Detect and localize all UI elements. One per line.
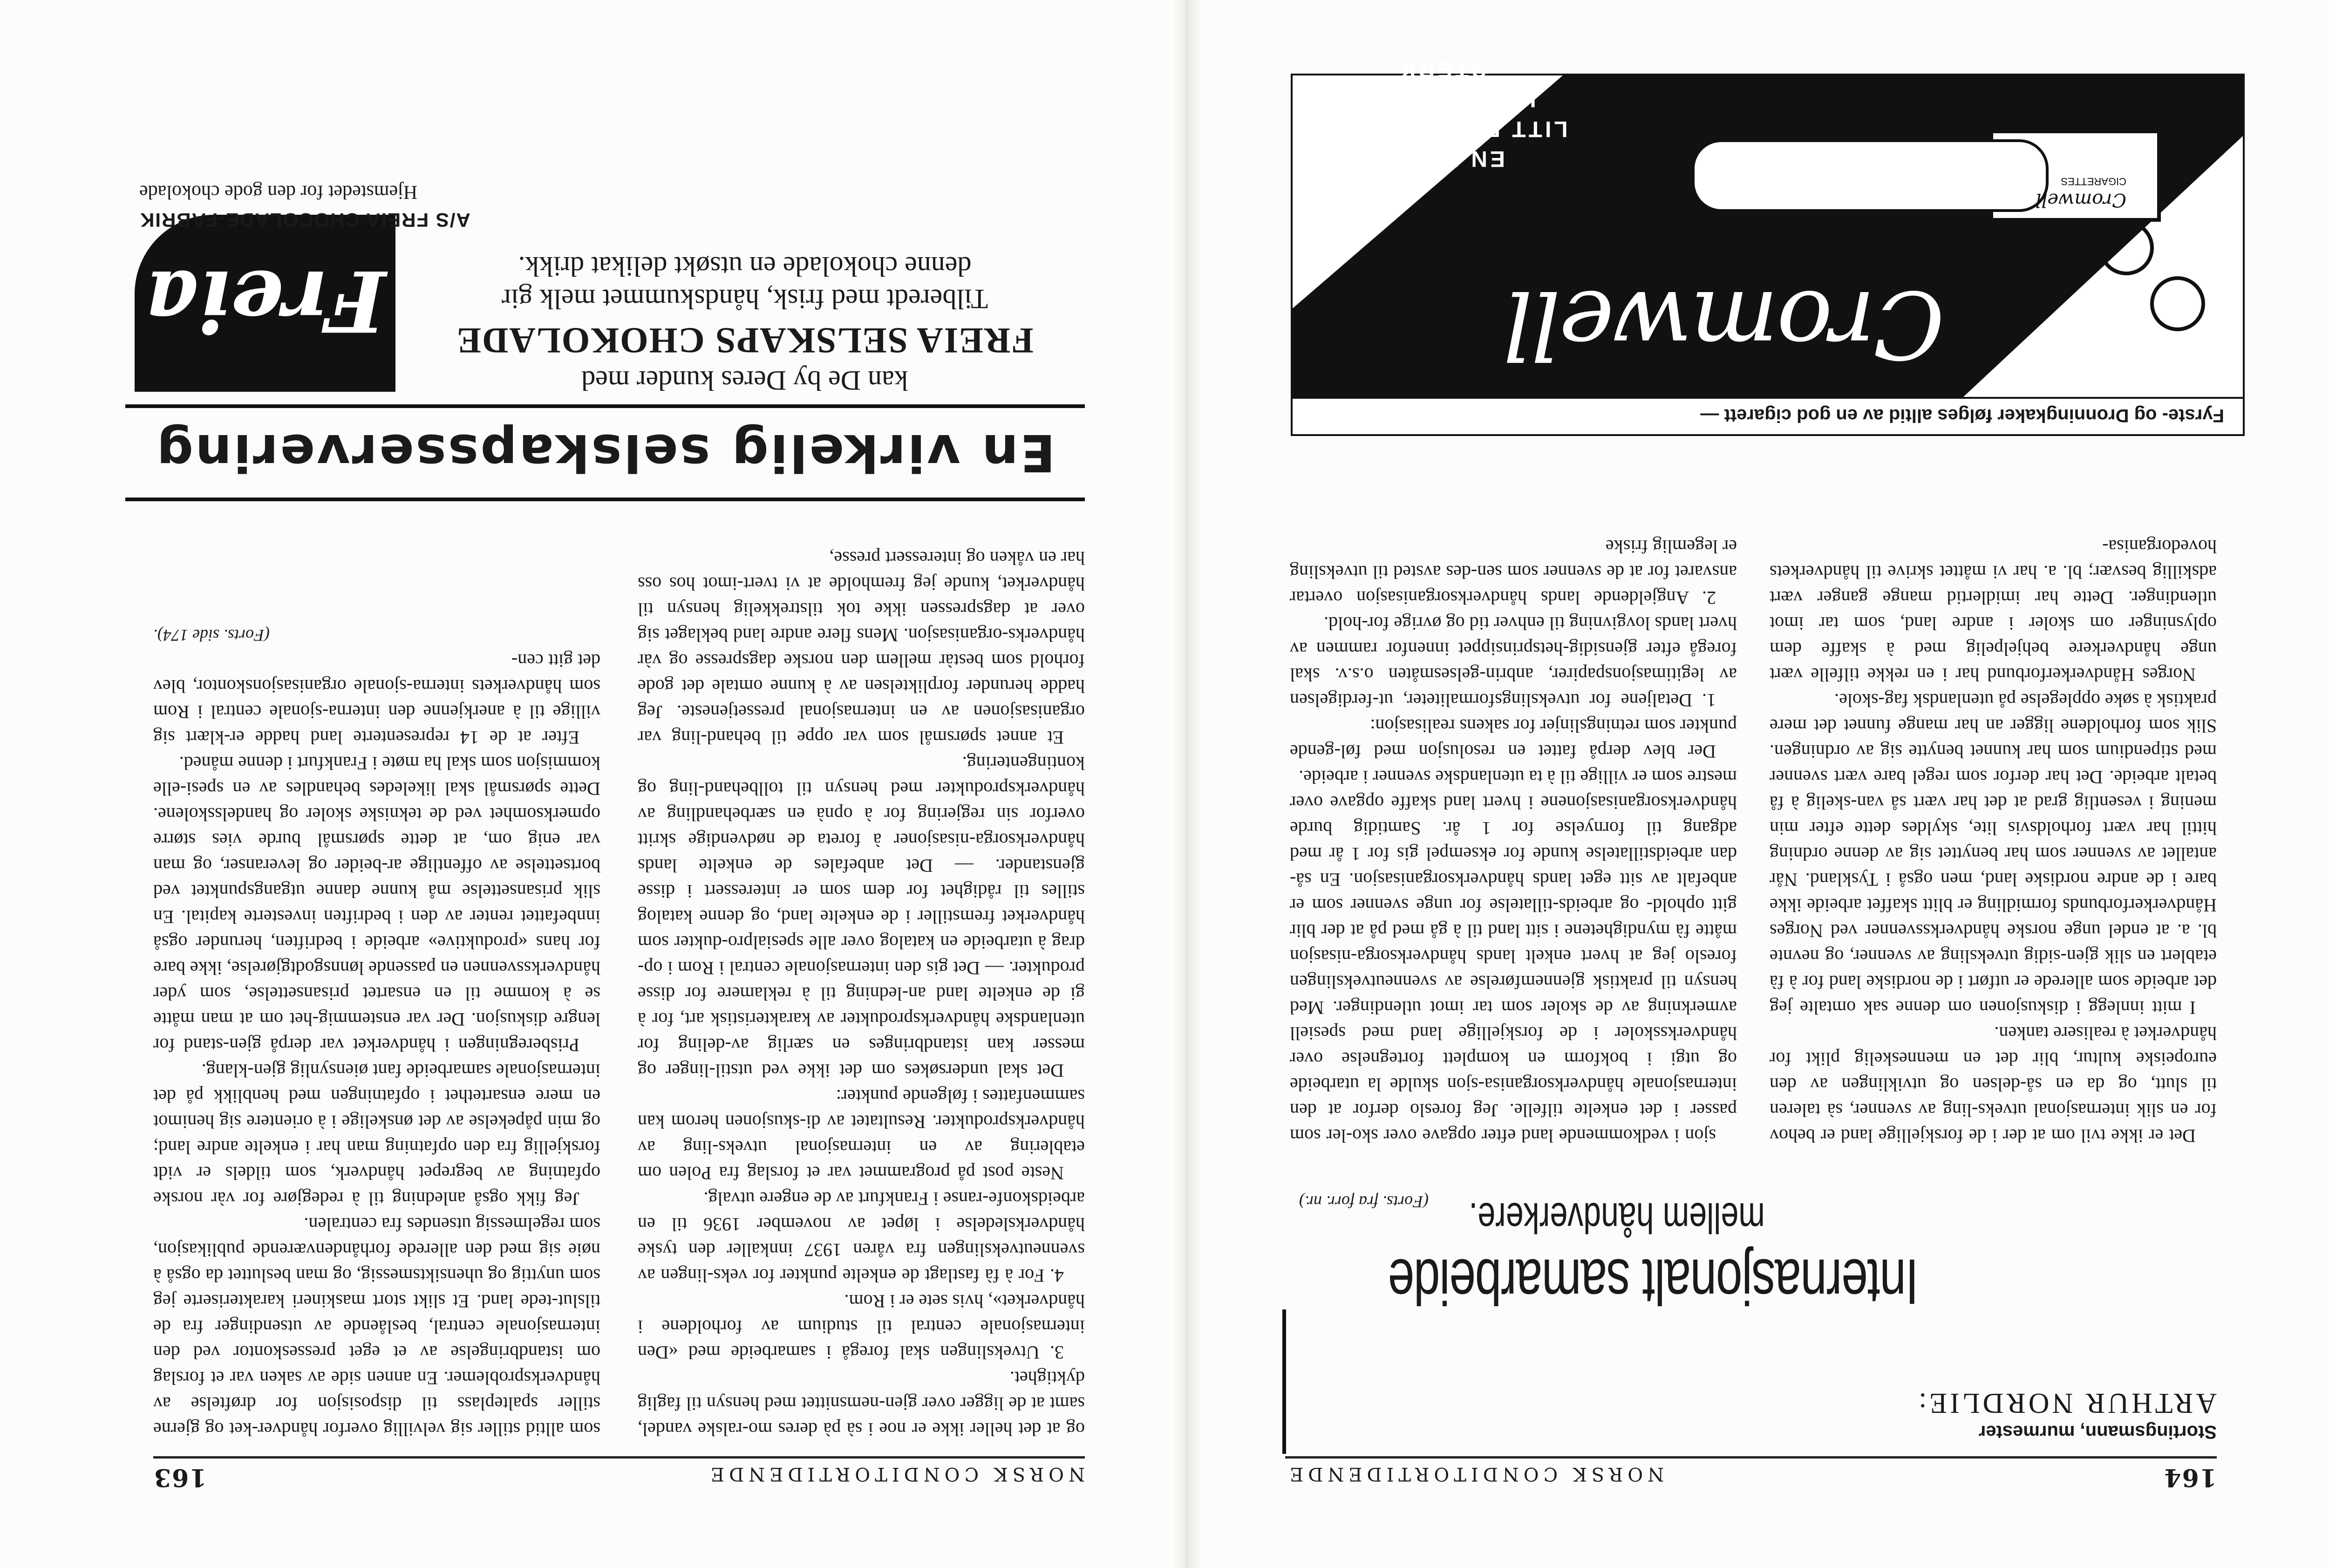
cromwell-brand: Cromwell <box>1505 270 1945 378</box>
paragraph: 1. Detaljene for utvekslingsformaliteter, ut-ferdigelsen av legitimasjonspapirer, anbrin-gelsesmåten o.s.v. skal foregå efter gjensidig-hetsprinsippet innenfor rammen av hvert lands lovgivning til enhver tid og øvrige for-hold. <box>1290 613 1737 711</box>
author-block <box>1891 1386 2217 1442</box>
page-header <box>153 1456 1085 1492</box>
ad-top-line: Fyrste- og Dronningkaker følges alltid av en god cigarett — <box>1293 397 2243 434</box>
article-column-2 <box>1290 525 1737 1149</box>
article-subtitle: mellem håndverkere. <box>1469 1194 1765 1241</box>
paragraph: 2. Angjeldende lands håndverksorganisasjon overtar ansvaret for at de svenner som sen-des avsted til utveksling er legemlig friske <box>1290 536 1737 608</box>
title-rule <box>1282 1309 1286 1454</box>
ad-tagline: Hjemstedet for den gode chokolade <box>139 181 418 203</box>
cigarette-icon <box>1693 141 2047 211</box>
author-role: Stortingsmann, murmester <box>1978 1422 2217 1442</box>
ad-line-3: Tilberedt med frisk, håndskummet melk gir <box>501 284 988 314</box>
ad-heading-rule <box>125 404 1085 408</box>
page-164 <box>1188 0 2329 1568</box>
paragraph: Det er ikke tvil om at der i de forskjellige land er behov for en slik internasjonal utveks-ling av svenner, sà taleren til slutt, og da en så-delsen og utviklingen av den europeiske kultur, blir det en menneskelig plikt for håndverket à realisere tanken. <box>1770 1023 2217 1146</box>
freia-advertisement <box>125 68 1085 501</box>
header-title: NORSK CONDITORTIDENDE <box>706 1463 1085 1485</box>
paragraph: sjon i vedkommende land efter opgave over sko-ler som passer i det enkelte tilfelle. Jeg foreslo derfor at den internasjonale håndverksorganisa-sjon skulde la utarbeide og utgi i bokform en komplett fortegnelse over håndverksskoler i de forskjellige land med spesiell avmerkning av de skoler som tar imot utlendinger. Med hensyn til praktisk gjennemførelse av svenneutvekslingen foreslo jeg at hvert enkelt lands håndverksorga-nisasjon måtte fà myndighetene i sitt land til à gå med på at der blir gitt ophold- og arbeids-tillatelse for unge svenner som er anbefalt av sitt eget lands håndverksorganisasjon. En så-dan arbeidstillatelse kunde for eksempel gis for 1 år med adgang til fornyelse for 1 år. Samtidig burde håndverksorganisasjonene i hvert land skaffe opgave over mestre som er villige til à ta utenlandske svenner i arbeide. <box>1290 767 1737 1146</box>
author-name: ARTHUR NORDLIE: <box>1916 1387 2217 1419</box>
continued-note: (Forts. fra forr. nr.) <box>1299 1193 1429 1211</box>
paragraph: Neste post på programmet var et forslag fra Polen om etablering av en internasjonal utveks-ling av håndverksprodukter. Resultatet av di-skusjonen herom kan sammenfattes i følgende punkter: <box>638 1086 1085 1184</box>
header-title: NORSK CONDITORTIDENDE <box>1285 1463 1664 1485</box>
freia-logo: Freia <box>144 252 386 350</box>
paragraph: 3. Utvekslingen skal foregå i samarbeide med «Den internasjonale central til studium av forholdene i håndverket», hvis sete er i Rom. <box>638 1291 1085 1363</box>
slogan-line-3: UTEN Å VÆRE STERK <box>1347 57 1536 111</box>
paragraph: Jeg fikk også anledning til à redegjøre for vàr norske opfatning av begrepet håndverk, som tildels er vidt forskjellig fra den opfatning man har i enkelte andre land; og min påpekelse av det ønskelige i à orientere sig henimot en mere ensartethet i opfatningen med henblikk på det internasjonale samarbeide fant øiensynlig gjen-klang. <box>153 1060 600 1209</box>
article-column-2 <box>153 511 600 1442</box>
paragraph: Norges Håndverkerforbund har i en rekke tilfelle vært unge håndverkere behjelpelig med à skaffe dem oplysninger om skoler i andre land, som tar imot utlendinger. Dette har imidlertid mange ganger vært adskillig besvær; bl. a. har vi måttet skrive til håndverkets hovedorganisa- <box>1770 536 2217 685</box>
page-header <box>1285 1456 2217 1492</box>
paragraph: Prisberegningen i håndverket var derpå gjen-stand for lengre diskusjon. Der var enstemmig-het om at man måtte se à komme til en ensartet prisansettelse, som yder håndverkssvennen en passende lønnsgodtgjørelse, ikke bare for hans «produktive» arbeide i bedriften, herunder også innbefattet renter av den i bedriften investerte kapital. En slik prisansettelse må kunne danne utgangspunktet ved bortsettelse av offentlige ar-beider og leveranser, og man var enig om, at dette spørsmål burde vies større opmerksomhet ved de tekniske skoler og handelsskolene. Dette spørsmål skal likeledes behandles av en spesi-elle kommisjon som skal ha møte i Frankfurt i denne måned. <box>153 753 600 1056</box>
paragraph: Der blev derpå fattet en resolusjon med føl-gende punkter som retningslinjer for sakens realisasjon: <box>1290 716 1737 762</box>
slogan-line-1: EN FRISK <box>1378 146 1505 171</box>
continued-note: (Forts. side 174). <box>153 626 270 645</box>
ad-line-4: denne chokolade en utsøkt delikat drikk. <box>518 251 972 282</box>
paragraph: I mitt innlegg i diskusjonen om denne sak omtalte jeg det arbeide som allerede er utført i de nordiske land for à fà etablert en slik gjen-sidig utveksling av svenner, og nevnte bl. a. at endel unge norske håndverkssvenner ved Norges Håndverkerforbunds formidling er blitt skaffet arbeide ikke bare i de andre nordiske land, men også i Tyskland. Når antallet av svenner som har benyttet sig av denne ordning hittil har vært forholdsvis lite, skyldes dette efter min mening i vesentlig grad at det har vært så van-skelig à få betalt arbeide. Det har derfor som regel bare vært svenner med stipendium som har kunnet benytte sig av ordningen. Slik som forholdene ligger an har mange funnet det mere praktisk à søke opplegelse på utenlandsk fag-skole. <box>1770 690 2217 1018</box>
pack-sub: CIGARETTES <box>2061 176 2126 187</box>
paragraph: Efter at de 14 representerte land hadde er-klært sig villige til à anerkjenne den interna-sjonale central i Rom som håndverkets interna-sjonale organisasjonskontor, blev det gitt cen- <box>153 650 600 748</box>
article-title: Internasjonalt samarbeide <box>1388 1246 1919 1317</box>
article-column-1 <box>1770 506 2217 1149</box>
page-number: 164 <box>2163 1463 2217 1492</box>
paragraph: Et annet spørsmål som var oppe til behand-ling var organisasjonen av en internasjonal pressetjeneste. Jeg hadde herunder forpliktelsen av à kunne omtale det gode forhold som bestàr mellem den norske dagspresse og vàr håndverks-organisasjon. Mens flere andre land beklaget sig over at dagspressen ikke tok tilstrekkelig hensyn til håndverket, kunde jeg fremholde at vi tvert-imot hos oss har en våken og interessert presse, <box>638 548 1085 748</box>
paragraph: og at det heller ikke er noe i sà pà deres mo-ralske vandel, samt at de ligger over gjen-nemsnittet med hensyn til faglig dyktighet. <box>638 1368 1085 1440</box>
slogan-line-2: LITT FYLDIG SMAK <box>1315 116 1568 141</box>
page-number: 163 <box>153 1463 207 1492</box>
ad-line-2: FREIA SELSKAPS CHOKOLADE <box>456 320 1034 361</box>
article-column-1 <box>638 520 1085 1442</box>
ad-line-1: kan De by Deres kunder med <box>581 365 908 396</box>
paragraph: som alltid stiller sig velvillig overfor håndver-ket og gjerne stiller spalteplass til disposisjon for drøftelse av håndverksproblemer. En annen side av saken var et forslag om istandbringelse av et eget presseskontor ved den internasjonale central, beslående av utsendinger fra de tilslut-tede land. Et slikt stort maskineri karakteriserte jeg som unyttig og uhensiktsmessig, og man besluttet da også à nøie sig med den allerede forhåndenværende publikasjon, som regelmessig utsendes fra centralen. <box>153 1214 600 1440</box>
freia-logo-badge <box>135 215 395 392</box>
pack-label: Cromwell <box>2035 189 2126 211</box>
paragraph: 4. For à fà fastlagt de enkelte punkter for veks-lingen av svenneutvekslingen fra våren 1937 innkaller den tyske håndverksledelse i løpet av november 1936 til en arbeidskonfe-ranse i Frankfurt av de engere utvalg. <box>638 1188 1085 1286</box>
cromwell-advertisement <box>1291 57 2245 436</box>
ad-heading: En virkelig selskapsservering <box>155 423 1056 483</box>
ad-company: A/S FREIA CHOCOLADE-FABRIK <box>139 209 470 231</box>
slogan-block <box>1311 54 1572 173</box>
ad-top-rule <box>125 498 1085 501</box>
paragraph: Det skal undersøkes om det ikke ved utstil-linger og messer kan istandbringes en særlig av-deling for utenlandske håndverksprodukter av karakteristisk art, for à gi de enkelte land an-ledning til à reklamere for disse produkter. — Det gis den internasjonale central i Rom i op-drag à utarbeide en katalog over alle spesialpro-dukter som håndverket fremstiller i de enkelte land, og denne katalog stilles til rådighet for dem som er interessert i disse gjenstander. — Det anbefales de enkelte lands håndverksorga-nisasjoner à foreta de nødvendige skritt overfor sin regjering for à opnà en særbehandling av håndverksprodukter med hensyn til tollbehand-ling og kontingentering. <box>638 753 1085 1081</box>
